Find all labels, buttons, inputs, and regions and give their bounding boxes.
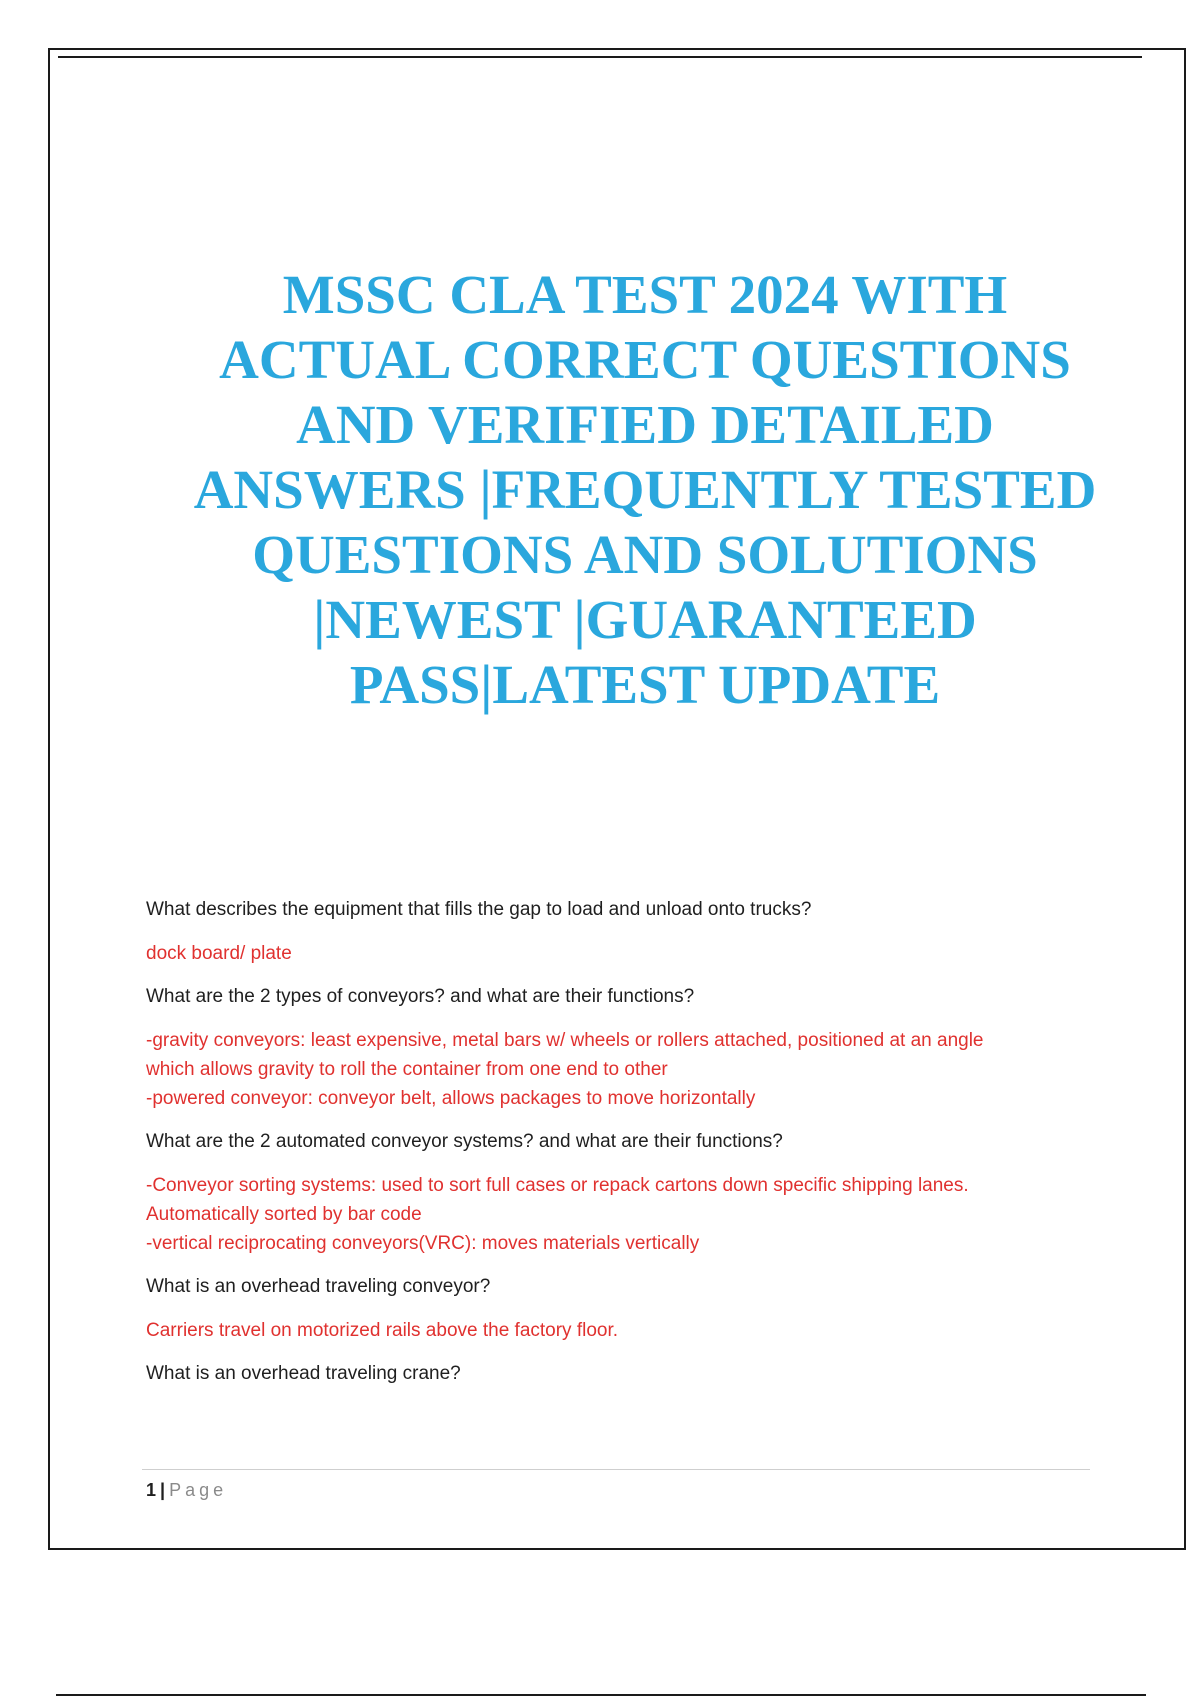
page-footer xyxy=(146,1480,227,1501)
title-line: |NEWEST |GUARANTEED xyxy=(313,589,977,650)
page-label: Page xyxy=(169,1480,228,1500)
title-line: ACTUAL CORRECT QUESTIONS xyxy=(219,329,1071,390)
answer-3 xyxy=(146,1171,1106,1258)
answer-2 xyxy=(146,1026,1106,1113)
title-line: ANSWERS |FREQUENTLY TESTED xyxy=(193,459,1097,520)
page-separator: | xyxy=(160,1480,166,1500)
document-title xyxy=(140,262,1150,717)
top-rule xyxy=(58,56,1142,58)
answer-4 xyxy=(146,1316,1106,1345)
question-3: What are the 2 automated conveyor systems? and what are their functions? xyxy=(146,1131,783,1152)
question-2: What are the 2 types of conveyors? and what are their functions? xyxy=(146,986,695,1007)
qa-list xyxy=(146,896,1106,1388)
answer-line: dock board/ plate xyxy=(146,943,292,964)
footer-rule xyxy=(142,1469,1090,1470)
page-number: 1 xyxy=(146,1480,157,1500)
question-4: What is an overhead traveling conveyor? xyxy=(146,1276,491,1297)
answer-1 xyxy=(146,939,1106,968)
next-page-top-rule xyxy=(56,1694,1146,1696)
title-line: QUESTIONS AND SOLUTIONS xyxy=(252,524,1038,585)
answer-line: Automatically sorted by bar code xyxy=(146,1204,422,1225)
answer-line: -powered conveyor: conveyor belt, allows packages to move horizontally xyxy=(146,1088,756,1109)
title-line: PASS|LATEST UPDATE xyxy=(349,654,941,715)
title-line: MSSC CLA TEST 2024 WITH xyxy=(282,264,1008,325)
document-page xyxy=(48,48,1186,1550)
answer-line: which allows gravity to roll the container from one end to other xyxy=(146,1059,668,1080)
question-1: What describes the equipment that fills the gap to load and unload onto trucks? xyxy=(146,899,812,920)
question-5: What is an overhead traveling crane? xyxy=(146,1363,461,1384)
answer-line: -gravity conveyors: least expensive, metal bars w/ wheels or rollers attached, positioned at an angle xyxy=(146,1030,984,1051)
answer-line: -vertical reciprocating conveyors(VRC): moves materials vertically xyxy=(146,1233,700,1254)
answer-line: Carriers travel on motorized rails above the factory floor. xyxy=(146,1320,619,1341)
answer-line: -Conveyor sorting systems: used to sort full cases or repack cartons down specific shipping lanes. xyxy=(146,1175,969,1196)
title-line: AND VERIFIED DETAILED xyxy=(296,394,994,455)
